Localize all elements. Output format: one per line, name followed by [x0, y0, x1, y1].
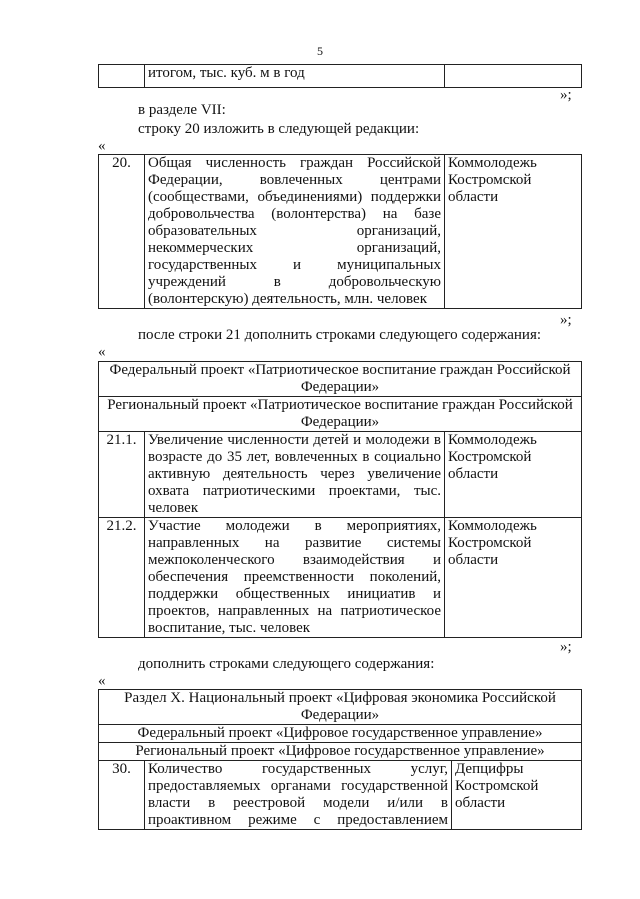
indicator-line: Участие молодежи в мероприятиях, — [148, 518, 441, 534]
federal-project-header: Федеральный проект «Патриотическое воспитание граждан Российской Федерации» — [99, 362, 582, 397]
indicator-line: (сообществами, объединениями) поддержки — [148, 189, 441, 205]
indicator-line: образовательных организаций, — [148, 223, 441, 239]
indicator-line: активную деятельность через увеличение — [148, 466, 441, 482]
closing-quote: »; — [560, 639, 572, 655]
responsible-line: Костромской — [448, 535, 532, 551]
responsible-line: Коммолодежь — [448, 155, 537, 171]
indicator-line: (волонтерскую) деятельность, млн. человек — [148, 291, 428, 307]
table-row — [99, 155, 582, 309]
responsible-line: области — [448, 466, 499, 482]
indicator-line: возрасте до 35 лет, вовлеченных в социально — [148, 449, 441, 465]
indicator-line: проактивном режиме с предоставлением — [148, 812, 448, 828]
indicator-line: Количество государственных услуг, — [148, 761, 448, 777]
indicator-line: учреждений в добровольческую — [148, 274, 441, 290]
indicator-line: охвата патриотическими проектами, тыс. — [148, 483, 441, 499]
responsible-cell — [445, 518, 582, 638]
indicator-line: Федерации, вовлеченных центрами — [148, 172, 441, 188]
closing-quote: »; — [560, 312, 572, 328]
responsible-line: Депцифры — [455, 761, 524, 777]
indicator-line: добровольчества (волонтерства) на базе — [148, 206, 441, 222]
indicator-line: некоммерческих организаций, — [148, 240, 441, 256]
page-number: 5 — [317, 44, 323, 58]
row-20-table — [98, 154, 582, 309]
indicator-cell — [145, 761, 452, 830]
responsible-line: Коммолодежь — [448, 518, 537, 534]
indicator-line: обеспечения преемственности поколений, — [148, 569, 441, 585]
responsible-cell — [445, 432, 582, 518]
indicator-line: межпоколенческого взаимодействия и — [148, 552, 441, 568]
patriot-table — [98, 361, 582, 638]
indicator-line: Общая численность граждан Российской — [148, 155, 441, 171]
para-add-rows: дополнить строками следующего содержания: — [138, 656, 435, 672]
empty-cell — [99, 65, 145, 88]
indicator-cell — [145, 155, 445, 309]
para-row-20: строку 20 изложить в следующей редакции: — [138, 121, 420, 137]
opening-quote: « — [98, 138, 106, 154]
table-row — [99, 432, 582, 518]
closing-quote: »; — [560, 87, 572, 103]
opening-quote: « — [98, 673, 106, 689]
regional-project-header: Региональный проект «Цифровое государственное управление» — [99, 743, 582, 761]
responsible-line: Костромской — [448, 172, 532, 188]
indicator-line: направленных на развитие системы — [148, 535, 441, 551]
para-section-vii: в разделе VII: — [138, 102, 226, 118]
indicator-line: предоставляемых органами государственной — [148, 778, 448, 794]
section-x-header: Раздел X. Национальный проект «Цифровая экономика Российской Федерации» — [99, 690, 582, 725]
responsible-line: Коммолодежь — [448, 432, 537, 448]
table-row — [99, 518, 582, 638]
row-number: 30. — [99, 761, 145, 830]
indicator-line: воспитание, тыс. человек — [148, 620, 311, 636]
responsible-line: области — [455, 795, 506, 811]
opening-quote: « — [98, 344, 106, 360]
row-number: 21.1. — [99, 432, 145, 518]
para-after-row-21: после строки 21 дополнить строками следующего содержания: — [138, 327, 542, 343]
indicator-cell — [145, 65, 445, 88]
indicator-line: человек — [148, 500, 199, 516]
responsible-line: Костромской — [448, 449, 532, 465]
responsible-line: области — [448, 552, 499, 568]
regional-project-header: Региональный проект «Патриотическое воспитание граждан Российской Федерации» — [99, 397, 582, 432]
indicator-text: итогом, тыс. куб. м в год — [148, 65, 305, 81]
indicator-cell — [145, 432, 445, 518]
indicator-cell — [145, 518, 445, 638]
responsible-cell — [452, 761, 582, 830]
top-continuation-table — [98, 64, 582, 88]
digital-table — [98, 689, 582, 830]
indicator-line: проектов, направленных на патриотическое — [148, 603, 441, 619]
table-row — [99, 761, 582, 830]
responsible-line: Костромской — [455, 778, 539, 794]
indicator-line: государственных и муниципальных — [148, 257, 441, 273]
responsible-line: области — [448, 189, 499, 205]
indicator-line: власти в реестровой модели и/или в — [148, 795, 448, 811]
indicator-line: поддержки общественных инициатив и — [148, 586, 441, 602]
federal-project-header: Федеральный проект «Цифровое государственное управление» — [99, 725, 582, 743]
row-number: 20. — [99, 155, 145, 309]
row-number: 21.2. — [99, 518, 145, 638]
empty-cell — [445, 65, 582, 88]
indicator-line: Увеличение численности детей и молодежи в — [148, 432, 441, 448]
responsible-cell — [445, 155, 582, 309]
